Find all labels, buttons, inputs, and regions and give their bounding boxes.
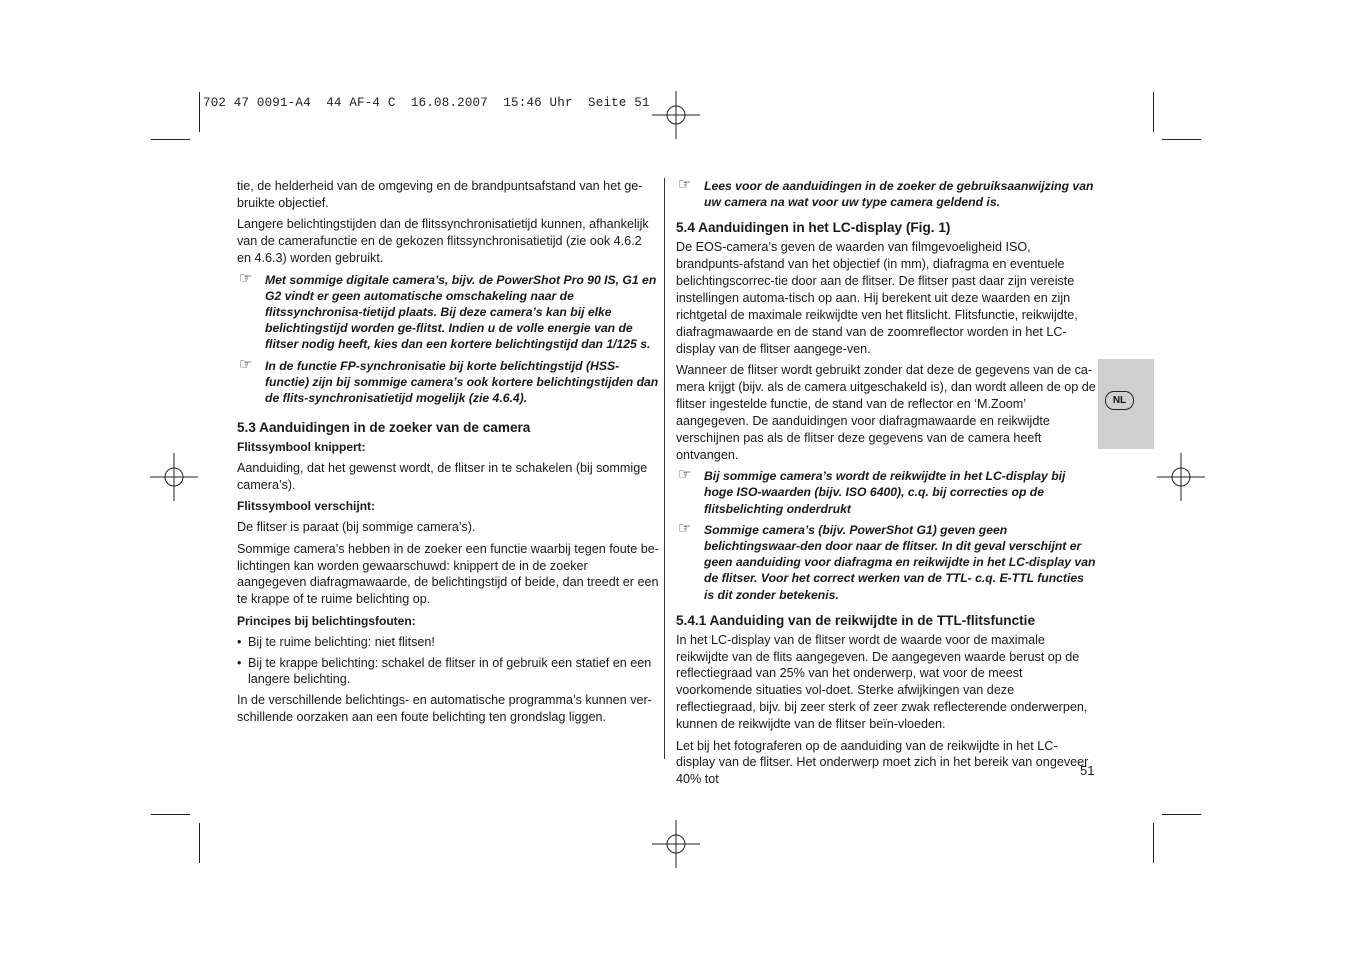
subheading: Principes bij belichtingsfouten: — [237, 613, 416, 628]
note: ☞ Lees voor de aanduidingen in de zoeker de gebruiksaanwijzing van uw camera na wat voor uw type camera geldend is. — [678, 176, 1094, 210]
subheading: Flitssymbool verschijnt: — [237, 499, 376, 514]
pointing-hand-icon: ☞ — [239, 269, 253, 287]
subheading: Flitssymbool knippert: — [237, 440, 366, 455]
bullet-icon: • — [237, 634, 242, 649]
column-divider — [664, 178, 665, 759]
crop-mark — [199, 823, 200, 863]
crop-mark — [199, 92, 200, 132]
registration-mark-bottom — [652, 820, 700, 868]
paragraph: De EOS-camera’s geven de waarden van filmgevoeligheid ISO, brandpunts-afstand van het objectief (in mm), diafragma en eventuele belichtingscorrec-tie door aan de flitser. De flitser past daar zijn vereiste instellingen automa-tisch op aan. Hij berekent uit deze waarden en zijn richtgetal de maximale reikwijdte ven het flitslicht. Flitsfunctie, reikwijdte, diafragmawaarde en de stand van de zoomreflector worden in het LC-display van de flitser aangege-ven. — [676, 240, 1078, 356]
registration-mark-right — [1157, 453, 1205, 501]
registration-mark-top — [652, 91, 700, 139]
crop-mark — [1162, 139, 1201, 140]
crop-mark — [1153, 823, 1154, 863]
list-item: • Bij te krappe belichting: schakel de flitser in of gebruik een statief en een langere belichting. — [237, 655, 652, 687]
paragraph: Aanduiding, dat het gewenst wordt, de flitser in te schakelen (bij sommige camera’s). — [237, 460, 648, 492]
section-heading: 5.4 Aanduidingen in het LC-display (Fig. 1) — [676, 220, 951, 236]
registration-mark-left — [150, 453, 198, 501]
crop-mark — [151, 814, 190, 815]
pointing-hand-icon: ☞ — [239, 355, 253, 373]
section-heading: 5.4.1 Aanduiding van de reikwijdte in de TTL-flitsfunctie — [676, 612, 1036, 628]
print-slug: 702 47 0091-A4 44 AF-4 C 16.08.2007 15:46 Uhr Seite 51 — [203, 96, 650, 110]
paragraph: Langere belichtingstijden dan de flitssynchronisatietijd kunnen, afhankelijk van de camerafunctie en de gekozen flitssynchronisatietijd (zie ook 4.6.2 en 4.6.3) worden gebruikt. — [237, 217, 649, 266]
page-number: 51 — [1080, 763, 1095, 778]
pointing-hand-icon: ☞ — [678, 519, 692, 537]
bullet-icon: • — [237, 655, 242, 670]
pointing-hand-icon: ☞ — [678, 466, 692, 484]
paragraph: De flitser is paraat (bij sommige camera’s). — [237, 520, 476, 535]
right-column — [676, 178, 1096, 793]
language-badge: NL — [1105, 391, 1134, 410]
paragraph: Wanneer de flitser wordt gebruikt zonder dat deze de gegevens van de ca-mera krijgt (bijv. als de camera uitgeschakeld is), dan wordt alleen de op de flitser ingestelde functie, de stand van de reflector en ‘M.Zoom’ aangegeven. De aanduidingen voor diafragmawaarde en reikwijdte verschijnen pas als de flitser deze gegevens van de camera heeft ontvangen. — [676, 363, 1096, 462]
crop-mark — [1162, 814, 1201, 815]
list-item: • Bij te ruime belichting: niet flitsen! — [237, 634, 435, 649]
paragraph: Let bij het fotograferen op de aanduiding van de reikwijdte in het LC-display van de flitser. Het onderwerp moet zich in het bereik van ongeveer 40% tot — [676, 738, 1089, 787]
note: ☞ Bij sommige camera’s wordt de reikwijdte in het LC-display bij hoge ISO-waarden (bijv. ISO 6400), c.q. bij correcties op de flitsbelichting onderdrukt — [678, 466, 1066, 516]
pointing-hand-icon: ☞ — [678, 176, 692, 193]
paragraph: tie, de helderheid van de omgeving en de brandpuntsafstand van het ge-bruikte objectief. — [237, 179, 643, 210]
paragraph: Sommige camera’s hebben in de zoeker een functie waarbij tegen foute be-lichtingen kan worden gewaarschuwd: knippert de in de zoeker aangegeven diafragmawaarde, de belichtingstijd of beide, dan treedt er een te krappe of te ruime belichting op. — [237, 541, 659, 607]
crop-mark — [151, 139, 190, 140]
crop-mark — [1153, 92, 1154, 132]
note: ☞ Met sommige digitale camera’s, bijv. de PowerShot Pro 90 IS, G1 en G2 vindt er geen automatische omschakeling naar de flitssynchronisa-tietijd plaats. Bij deze camera’s kan bij elke belichtingstijd worden ge-flitst. Indien u de volle energie van de flitser nodig heeft, kies dan een kortere belichtingstijd dan 1/125 s. — [239, 269, 657, 352]
paragraph: In het LC-display van de flitser wordt de waarde voor de maximale reikwijdte van de flits aangegeven. De aangegeven waarde berust op de reflectiegraad van 25% van het onderwerp, wat voor de meest voorkomende situaties vol-doet. Sterke afwijkingen van deze reflectiegraad, bijv. bij zeer sterk of zeer zwak reflecterende onderwerpen, kunnen de reikwijdte van de flitser beïn-vloeden. — [676, 632, 1088, 732]
note: ☞ In de functie FP-synchronisatie bij korte belichtingstijd (HSS-functie) zijn bij sommige camera’s ook kortere belichtingstijden dan de flits-synchronisatietijd mogelijk (zie 4.6.4). — [239, 355, 659, 405]
left-column — [237, 178, 659, 731]
note: ☞ Sommige camera’s (bijv. PowerShot G1) geven geen belichtingswaar-den door naar de flitser. In dit geval verschijnt er geen aanduiding voor diafragma en reikwijdte in het LC-display van de flitser. Voor het correct werken van de TTL- c.q. E-TTL functies is dit zonder betekenis. — [678, 519, 1096, 602]
paragraph: In de verschillende belichtings- en automatische programma’s kunnen ver-schillende oorzaken aan een foute belichting ten grondslag liggen. — [237, 693, 652, 725]
section-heading: 5.3 Aanduidingen in de zoeker van de camera — [237, 420, 531, 436]
